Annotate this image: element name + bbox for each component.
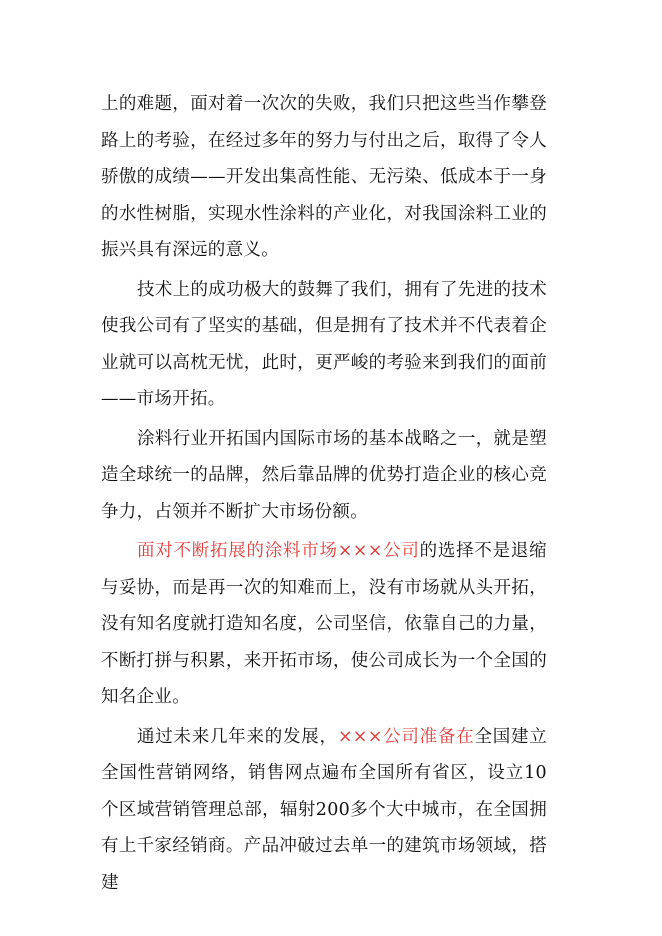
paragraph-text: 通过未来几年来的发展， (137, 726, 338, 747)
paragraph-text: 技术上的成功极大的鼓舞了我们，拥有了先进的技术使我公司有了坚实的基础，但是拥有了技术并不代表着企业就可以高枕无忧，此时，更严峻的考验来到我们的面前——市场开拓。 (101, 279, 547, 409)
paragraph-technology (101, 272, 547, 418)
paragraph-text: 上的难题，面对着一次次的失败，我们只把这些当作攀登路上的考验，在经过多年的努力与付出之后，取得了令人骄傲的成绩——开发出集高性能、无污染、低成本于一身的水性树脂，实现水性涂料的产业化，对我国涂料工业的振兴具有深远的意义。 (101, 94, 547, 260)
paragraph-achievement (101, 86, 547, 269)
highlighted-company-text: ×××公司准备在 (337, 726, 475, 747)
document-body (101, 86, 547, 901)
paragraph-text: 全国建立全国性营销网络，销售网点遍布全国所有省区，设立10个区域营销管理总部，辐射200多个大中城市，在全国拥有上千家经销商。产品冲破过去单一的建筑市场领域，搭建 (101, 726, 548, 893)
highlighted-company-text: 面对不断拓展的涂料市场×××公司 (137, 541, 420, 561)
paragraph-text: 涂料行业开拓国内国际市场的基本战略之一，就是塑造全球统一的品牌，然后靠品牌的优势打造企业的核心竞争力，占领并不断扩大市场份额。 (101, 428, 547, 522)
paragraph-market-expansion (101, 533, 547, 716)
paragraph-text: 的选择不是退缩与妥协，而是再一次的知难而上，没有市场就从头开拓，没有知名度就打造知名度，公司坚信，依靠自己的力量，不断打拼与积累，来开拓市场，使公司成长为一个全国的知名企业。 (101, 541, 547, 707)
paragraph-brand-strategy (101, 421, 547, 531)
paragraph-sales-network (101, 719, 547, 902)
